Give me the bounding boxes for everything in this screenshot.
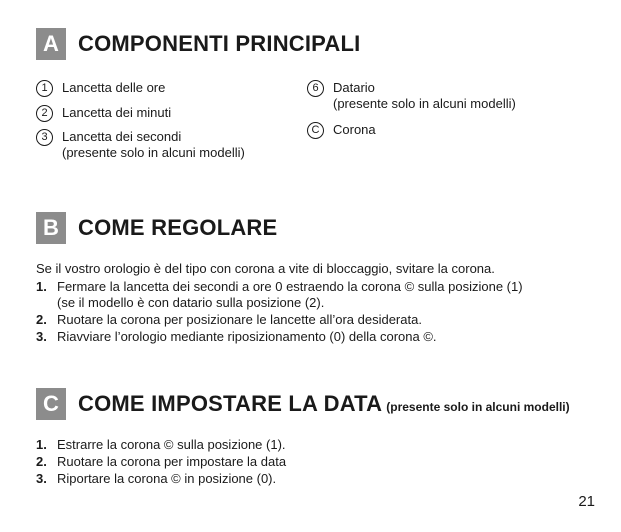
section-a-header	[36, 28, 360, 60]
step-number: 2.	[36, 454, 47, 469]
section-c-step-3	[36, 471, 276, 487]
step-number: 1.	[36, 437, 47, 452]
step-text: Ruotare la corona per impostare la data	[57, 454, 287, 469]
component-3	[36, 129, 245, 161]
step-text: Riavviare l’orologio mediante riposizionamento (0) della corona ©.	[57, 329, 437, 344]
section-c-step-2	[36, 454, 286, 470]
component-label: Lancetta delle ore	[62, 80, 166, 95]
section-b-letter: B	[36, 212, 66, 244]
component-note: (presente solo in alcuni modelli)	[333, 96, 516, 111]
section-a-title: COMPONENTI PRINCIPALI	[78, 31, 361, 56]
section-b-intro: Se il vostro orologio è del tipo con corona a vite di bloccaggio, svitare la corona.	[36, 261, 495, 276]
component-6	[307, 80, 516, 112]
component-marker: C	[307, 122, 324, 139]
section-b-step-3	[36, 329, 437, 345]
component-label: Lancetta dei minuti	[62, 105, 172, 120]
component-label: Datario	[333, 80, 375, 95]
component-1	[36, 80, 165, 97]
step-number: 3.	[36, 329, 47, 344]
step-number: 1.	[36, 279, 47, 294]
component-marker: 2	[36, 105, 53, 122]
component-c	[307, 122, 376, 139]
section-b-step-1	[36, 279, 523, 311]
section-c-subtitle: (presente solo in alcuni modelli)	[386, 400, 570, 414]
section-a-letter: A	[36, 28, 66, 60]
section-b-title: COME REGOLARE	[78, 215, 278, 240]
component-marker: 6	[307, 80, 324, 97]
section-c-header	[36, 388, 570, 420]
component-note: (presente solo in alcuni modelli)	[62, 145, 245, 160]
section-b-step-2	[36, 312, 422, 328]
step-number: 2.	[36, 312, 47, 327]
step-text: Riportare la corona © in posizione (0).	[57, 471, 277, 486]
step-text: Ruotare la corona per posizionare le lancette all’ora desiderata.	[57, 312, 422, 327]
step-text: Estrarre la corona © sulla posizione (1).	[57, 437, 286, 452]
page-number: 21	[578, 493, 595, 510]
section-c-letter: C	[36, 388, 66, 420]
component-marker: 3	[36, 129, 53, 146]
step-number: 3.	[36, 471, 47, 486]
component-label: Corona	[333, 122, 376, 137]
section-c-step-1	[36, 437, 286, 453]
step-text: Fermare la lancetta dei secondi a ore 0 estraendo la corona © sulla posizione (1)	[57, 279, 523, 294]
section-b-header	[36, 212, 277, 244]
component-marker: 1	[36, 80, 53, 97]
component-2	[36, 105, 171, 122]
component-label: Lancetta dei secondi	[62, 129, 182, 144]
step-text-cont: (se il modello è con datario sulla posizione (2).	[57, 295, 325, 310]
section-c-title: COME IMPOSTARE LA DATA	[78, 391, 383, 416]
